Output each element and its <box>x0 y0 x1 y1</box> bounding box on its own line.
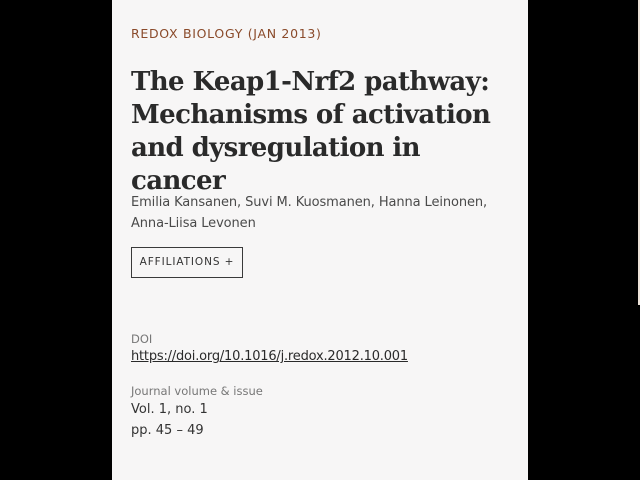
doi-link[interactable]: https://doi.org/10.1016/j.redox.2012.10.001 <box>131 349 408 364</box>
article-card <box>112 0 528 480</box>
volume-issue-value: Vol. 1, no. 1 <box>131 402 208 417</box>
volume-issue-label: Journal volume & issue <box>131 384 263 398</box>
journal-line[interactable]: REDOX BIOLOGY (JAN 2013) <box>131 26 322 41</box>
pages-value: pp. 45 – 49 <box>131 423 204 438</box>
affiliations-button[interactable]: AFFILIATIONS + <box>131 247 243 278</box>
author-list: Emilia Kansanen, Suvi M. Kuosmanen, Hanna Leinonen, Anna-Liisa Levonen <box>131 195 488 231</box>
article-title: The Keap1-Nrf2 pathway: Mechanisms of activation and dysregulation in cancer <box>131 67 491 196</box>
doi-label: DOI <box>131 332 153 346</box>
